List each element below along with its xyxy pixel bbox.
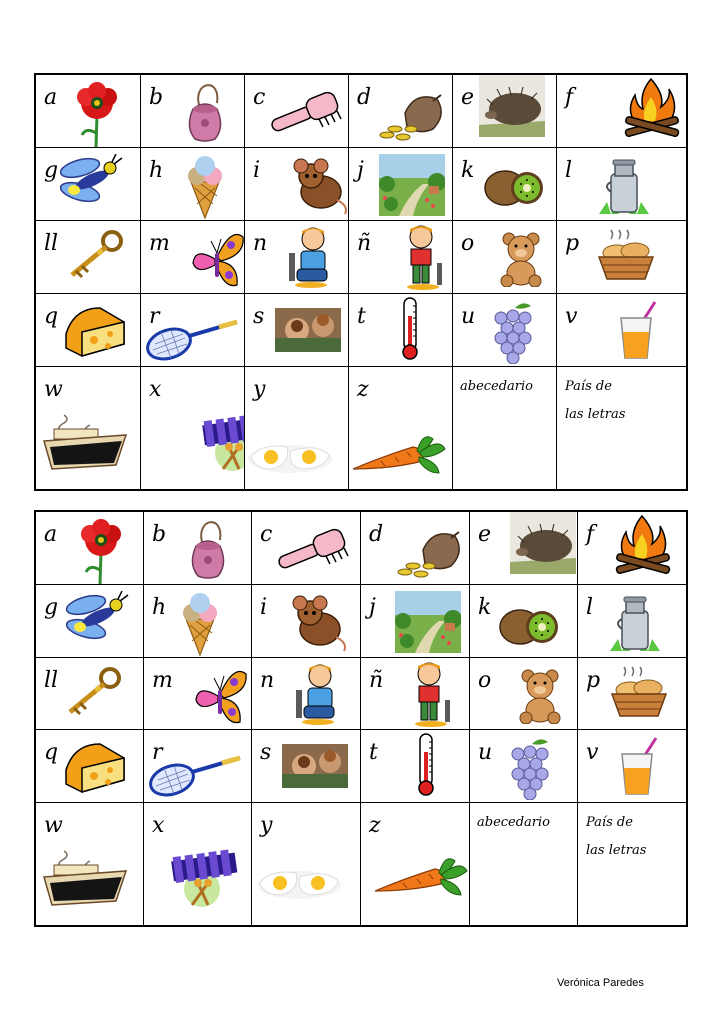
letter-label: ll (44, 668, 59, 693)
letter-cell-y (245, 367, 349, 489)
letter-label: o (461, 231, 475, 256)
boy-standing-icon (403, 223, 443, 294)
abecedario-label: abecedario (460, 379, 534, 394)
letter-label: p (565, 231, 580, 256)
letter-cell-t (361, 730, 470, 803)
letter-label: e (478, 522, 492, 547)
bread-basket-icon (608, 666, 670, 722)
letter-cell-z (349, 367, 453, 489)
letter-label: a (44, 522, 58, 547)
letter-label: t (369, 740, 378, 765)
letter-label: b (149, 85, 164, 110)
bread-basket-icon (595, 229, 657, 285)
pais-de-las-letras-cell (557, 367, 686, 489)
poppy-flower-icon (76, 518, 126, 585)
letter-label: f (586, 522, 595, 547)
letter-label: n (253, 231, 268, 256)
letter-cell-e (453, 75, 557, 148)
letter-cell-k (453, 148, 557, 221)
letter-label: h (149, 158, 164, 183)
letter-label: i (253, 158, 261, 183)
letter-cell-a (36, 512, 144, 585)
kiwi-icon (498, 601, 560, 655)
author-credit: Verónica Paredes (557, 977, 644, 989)
letter-label: r (152, 740, 163, 765)
letter-label: u (461, 304, 476, 329)
letter-label: ñ (369, 668, 384, 693)
hair-brush-icon (274, 528, 354, 578)
boy-sitting-icon (294, 662, 340, 730)
racket-icon (148, 756, 244, 802)
pais-title-line-2: las letras (565, 407, 626, 422)
letter-label: w (44, 813, 63, 838)
letter-label: d (357, 85, 372, 110)
letter-cell-a (36, 75, 141, 148)
money-bag-icon (375, 89, 447, 147)
carrot-icon (351, 431, 447, 479)
letter-cell-p (557, 221, 686, 294)
letter-cell-f (578, 512, 686, 585)
letter-label: u (478, 740, 493, 765)
xylophone-icon (168, 843, 240, 911)
letter-label: y (260, 813, 273, 838)
alphabet-sheet-2 (34, 510, 688, 927)
letter-label: ñ (357, 231, 372, 256)
letter-label: g (44, 595, 59, 620)
hedgehog-icon (510, 512, 576, 578)
letter-label: l (565, 158, 573, 183)
letter-cell-e (470, 512, 578, 585)
letter-cell-x (141, 367, 245, 489)
pais-title-line-1: País de (586, 815, 633, 830)
letter-cell-s (245, 294, 349, 367)
letter-label: v (586, 740, 599, 765)
letter-cell-n (252, 658, 361, 730)
juice-glass-icon (617, 300, 657, 364)
letter-cell-q (36, 730, 144, 803)
letter-cell-ñ (349, 221, 453, 294)
butterfly-icon (194, 664, 248, 730)
letter-cell-o (453, 221, 557, 294)
letter-cell-i (252, 585, 361, 658)
key-icon (62, 666, 124, 722)
letter-cell-g (36, 148, 141, 221)
purse-icon (186, 514, 230, 584)
letter-cell-d (349, 75, 453, 148)
letter-cell-l (557, 148, 686, 221)
letter-label: q (44, 304, 59, 329)
teddy-bear-icon (495, 231, 547, 291)
letter-cell-j (361, 585, 470, 658)
letter-label: c (260, 522, 273, 547)
letter-cell-c (245, 75, 349, 148)
letter-cell-h (144, 585, 252, 658)
letter-label: p (586, 668, 601, 693)
letter-cell-w (36, 803, 144, 925)
cheese-icon (64, 304, 130, 362)
milk-can-icon (610, 593, 660, 658)
letter-cell-h (141, 148, 245, 221)
ship-icon (42, 413, 128, 475)
firefly-icon (60, 154, 124, 210)
letter-cell-r (144, 730, 252, 803)
letter-label: i (260, 595, 268, 620)
letter-cell-y (252, 803, 361, 925)
ice-cream-icon (183, 154, 227, 221)
mouse-icon (289, 156, 349, 220)
garden-icon (395, 591, 461, 657)
letter-cell-v (557, 294, 686, 367)
letter-label: g (44, 158, 59, 183)
ship-icon (42, 849, 128, 911)
pais-title-line-2: las letras (586, 843, 647, 858)
letter-cell-o (470, 658, 578, 730)
letter-label: r (149, 304, 160, 329)
letter-label: z (357, 377, 369, 402)
carrot-icon (373, 853, 469, 901)
butterfly-icon (191, 227, 245, 294)
letter-label: k (461, 158, 475, 183)
letter-label: m (149, 231, 170, 256)
letter-label: n (260, 668, 275, 693)
letter-label: y (253, 377, 266, 402)
boy-standing-icon (411, 660, 451, 730)
letter-cell-b (144, 512, 252, 585)
money-bag-icon (393, 526, 465, 584)
hair-brush-icon (267, 91, 347, 141)
racket-icon (145, 320, 241, 366)
hedgehog-icon (479, 75, 545, 141)
letter-cell-w (36, 367, 141, 489)
firefly-icon (66, 591, 130, 647)
letter-label: s (253, 304, 265, 329)
letter-cell-k (470, 585, 578, 658)
painting-icon (282, 744, 348, 792)
letter-label: v (565, 304, 578, 329)
kiwi-icon (483, 162, 545, 216)
letter-label: m (152, 668, 173, 693)
letter-cell-t (349, 294, 453, 367)
poppy-flower-icon (72, 81, 122, 148)
juice-glass-icon (618, 736, 658, 800)
letter-cell-f (557, 75, 686, 148)
abecedario-label: abecedario (477, 815, 551, 830)
milk-can-icon (599, 156, 649, 221)
boy-sitting-icon (287, 225, 333, 294)
xylophone-icon (199, 407, 245, 475)
ice-cream-icon (178, 591, 222, 658)
letter-cell-g (36, 585, 144, 658)
letter-label: c (253, 85, 266, 110)
letter-label: ll (44, 231, 59, 256)
letter-label: s (260, 740, 272, 765)
letter-cell-x (144, 803, 252, 925)
letter-cell-d (361, 512, 470, 585)
letter-label: q (44, 740, 59, 765)
purse-icon (183, 77, 227, 147)
letter-cell-ñ (361, 658, 470, 730)
pais-title-line-1: País de (565, 379, 612, 394)
letter-label: w (44, 377, 63, 402)
letter-cell-l (578, 585, 686, 658)
letter-cell-p (578, 658, 686, 730)
thermometer-icon (415, 732, 437, 800)
pais-de-las-letras-cell (578, 803, 686, 925)
eggs-icon (247, 439, 333, 479)
letter-label: o (478, 668, 492, 693)
teddy-bear-icon (514, 668, 566, 728)
painting-icon (275, 308, 341, 356)
letter-cell-z (361, 803, 470, 925)
eggs-icon (256, 865, 342, 905)
grapes-icon (489, 300, 537, 367)
letter-label: j (369, 595, 376, 620)
garden-icon (379, 154, 445, 220)
cheese-icon (64, 740, 130, 798)
thermometer-icon (399, 296, 421, 364)
grapes-icon (506, 736, 554, 803)
letter-label: b (152, 522, 167, 547)
letter-cell-j (349, 148, 453, 221)
letter-cell-c (252, 512, 361, 585)
abecedario-cell (470, 803, 578, 925)
bonfire-icon (621, 75, 683, 143)
key-icon (64, 229, 126, 285)
letter-label: f (565, 85, 574, 110)
letter-label: x (152, 813, 165, 838)
letter-cell-m (144, 658, 252, 730)
letter-cell-q (36, 294, 141, 367)
letter-cell-m (141, 221, 245, 294)
letter-label: a (44, 85, 58, 110)
letter-label: e (461, 85, 475, 110)
letter-label: t (357, 304, 366, 329)
bonfire-icon (612, 512, 674, 580)
letter-cell-n (245, 221, 349, 294)
letter-cell-s (252, 730, 361, 803)
letter-cell-u (470, 730, 578, 803)
letter-cell-i (245, 148, 349, 221)
letter-label: k (478, 595, 492, 620)
abecedario-cell (453, 367, 557, 489)
letter-label: l (586, 595, 594, 620)
letter-label: j (357, 158, 364, 183)
alphabet-sheet-1 (34, 73, 688, 491)
letter-cell-ll (36, 658, 144, 730)
letter-label: d (369, 522, 384, 547)
letter-cell-u (453, 294, 557, 367)
letter-label: z (369, 813, 381, 838)
letter-label: x (149, 377, 162, 402)
letter-label: h (152, 595, 167, 620)
letter-cell-b (141, 75, 245, 148)
letter-cell-r (141, 294, 245, 367)
mouse-icon (288, 593, 350, 657)
letter-cell-ll (36, 221, 141, 294)
letter-cell-v (578, 730, 686, 803)
